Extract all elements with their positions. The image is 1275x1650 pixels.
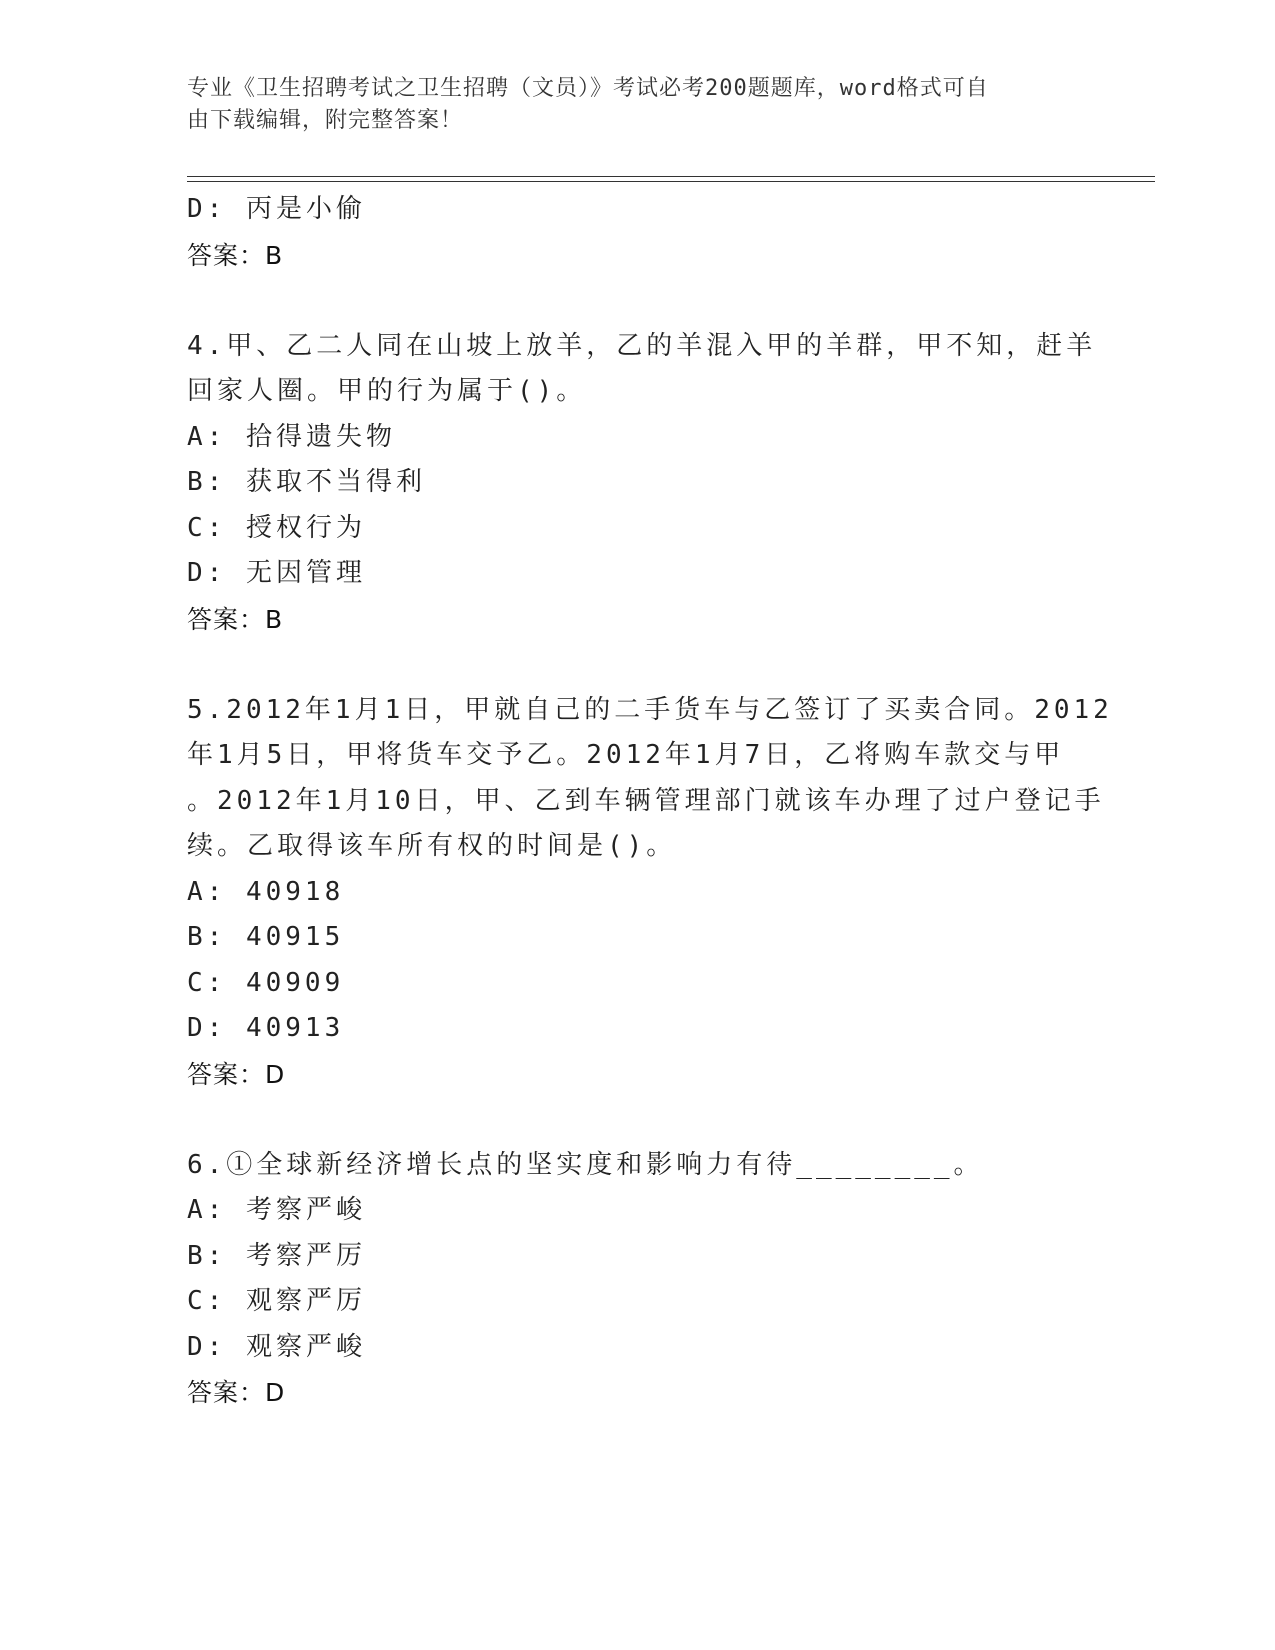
question-text: 4.甲、乙二人同在山坡上放羊，乙的羊混入甲的羊群，甲不知，赶羊: [187, 330, 1097, 361]
option-c: C: 观察严厉: [187, 1286, 366, 1316]
question-text: 续。乙取得该车所有权的时间是()。: [187, 831, 677, 861]
option-b: B: 获取不当得利: [187, 467, 426, 497]
answer-line: 答案：D: [187, 1059, 286, 1089]
option-d: D: 丙是小偷: [187, 194, 366, 224]
option-a: A: 拾得遗失物: [187, 421, 396, 452]
answer-line: 答案：D: [187, 1378, 286, 1407]
option-c: C: 授权行为: [187, 512, 366, 543]
option-c: C: 40909: [187, 967, 345, 998]
question-list: [187, 187, 1113, 1416]
question-text: 5.2012年1月1日，甲就自己的二手货车与乙签订了买卖合同。2012: [187, 694, 1113, 725]
question-block: [187, 324, 1097, 643]
option-d: D: 40913: [187, 1013, 345, 1043]
option-b: B: 考察严厉: [187, 1240, 366, 1271]
question-text: 。2012年1月10日，甲、乙到车辆管理部门就该车办理了过户登记手: [187, 785, 1105, 816]
header-line-1: 专业《卫生招聘考试之卫生招聘（文员）》考试必考200题题库，word格式可自: [187, 76, 989, 101]
question-block: [187, 1143, 1087, 1416]
option-a: A: 考察严峻: [187, 1195, 366, 1225]
option-a: A: 40918: [187, 876, 345, 907]
header-divider-bottom: [187, 181, 1155, 182]
question-text: 年1月5日，甲将货车交予乙。2012年1月7日，乙将购车款交与甲: [187, 740, 1065, 770]
question-text: 回家人圈。甲的行为属于()。: [187, 376, 587, 406]
option-d: D: 无因管理: [187, 558, 366, 588]
spacer: [187, 642, 1087, 688]
spacer: [187, 278, 1087, 324]
question-block: [187, 688, 1113, 1098]
document-header: [187, 73, 1067, 137]
question-text: 6.①全球新经济增长点的坚实度和影响力有待________。: [187, 1149, 984, 1180]
answer-line: 答案：B: [187, 240, 284, 270]
answer-line: 答案：B: [187, 604, 284, 634]
option-b: B: 40915: [187, 922, 345, 952]
spacer: [187, 1097, 1087, 1143]
header-line-2: 由下载编辑，附完整答案！: [187, 108, 464, 133]
option-d: D: 观察严峻: [187, 1331, 366, 1362]
header-divider-top: [187, 176, 1155, 177]
